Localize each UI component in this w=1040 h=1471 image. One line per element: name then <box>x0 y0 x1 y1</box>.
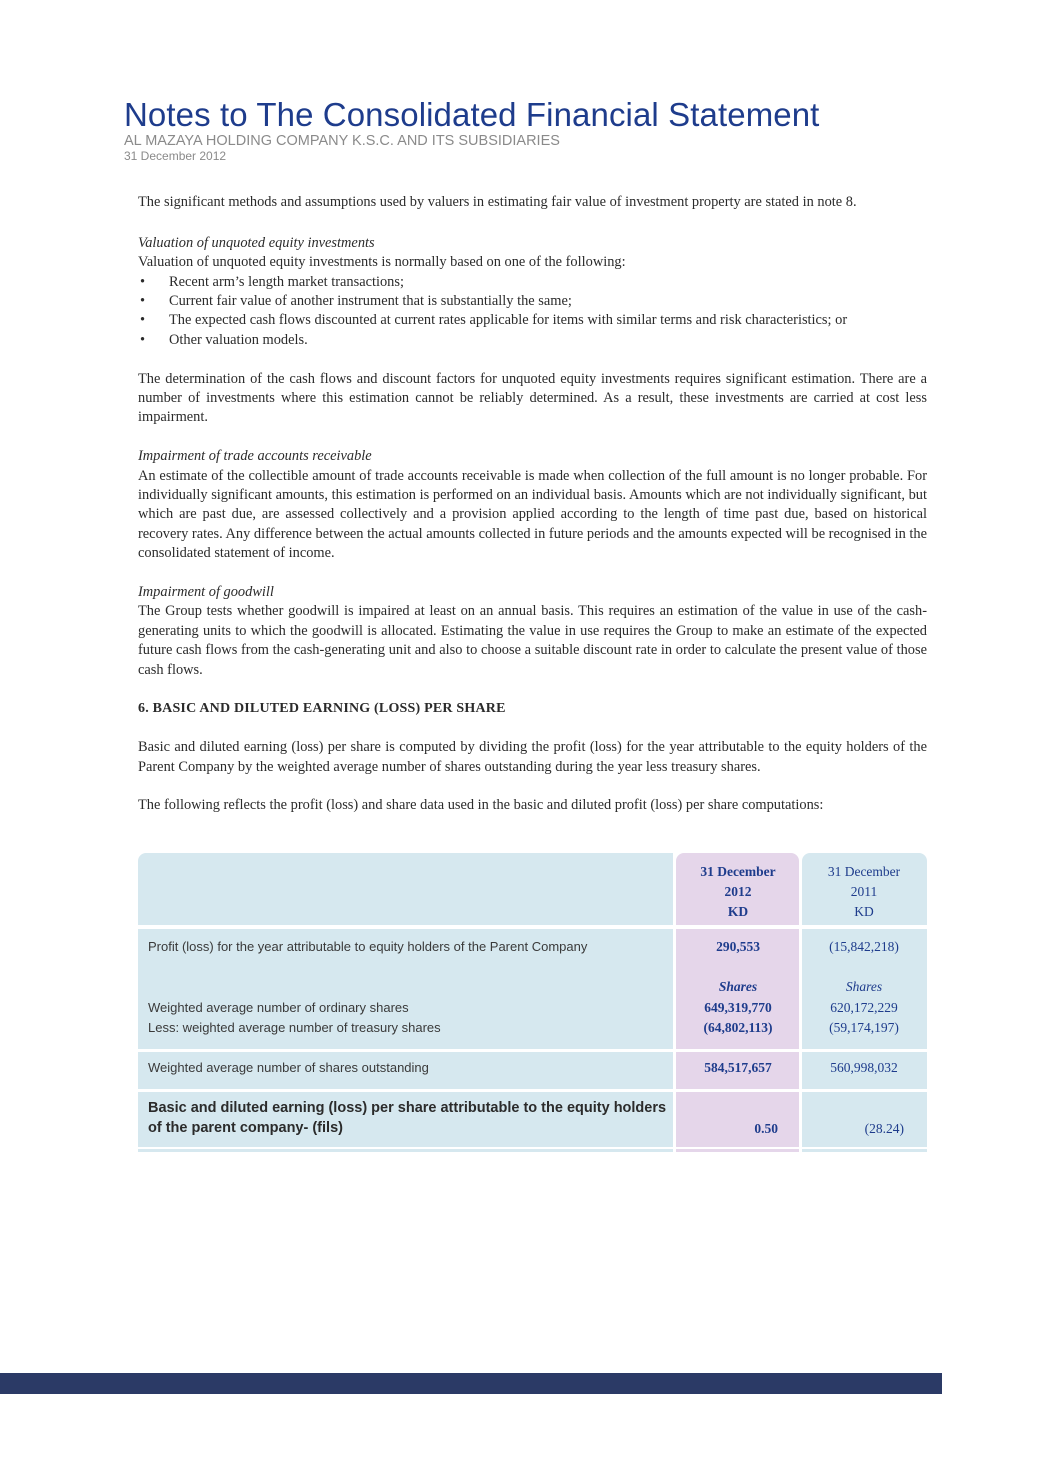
treasury-shares-label: Less: weighted average number of treasury shares <box>148 1020 441 1035</box>
eps-label: Basic and diluted earning (loss) per share attributable to the equity holders of the parent company- (fils) <box>148 1100 667 1136</box>
outstanding-shares-2012: 584,517,657 <box>704 1060 772 1075</box>
valuation-paragraph: The determination of the cash flows and discount factors for unquoted equity investments requires significant estimation. There are a number of investments where this estimation cannot be reliably determined. As a result, these investments are carried at cost less impairment. <box>138 370 927 426</box>
section-6-table-intro: The following reflects the profit (loss) and share data used in the basic and diluted profit (loss) per share computations: <box>138 797 824 814</box>
eps-2011: (28.24) <box>864 1121 904 1136</box>
section-6-paragraph: Basic and diluted earning (loss) per share is computed by dividing the profit (loss) for the year attributable to the equity holders of the Parent Company by the weighted average number of shares outstanding during the year less treasury shares. <box>138 739 927 775</box>
column-header-2012: 31 December 2012 KD <box>700 864 776 919</box>
eps-2012: 0.50 <box>754 1121 778 1136</box>
shares-unit-2012: Shares <box>718 979 758 994</box>
weighted-shares-2012: 649,319,770 <box>704 1000 772 1015</box>
receivable-heading: Impairment of trade accounts receivable <box>138 448 372 465</box>
outstanding-shares-label: Weighted average number of shares outstanding <box>148 1060 429 1075</box>
footer-bar <box>0 1373 942 1394</box>
list-item: • Current fair value of another instrument that is substantially the same; <box>138 292 927 311</box>
profit-label: Profit (loss) for the year attributable to equity holders of the Parent Company <box>148 939 588 954</box>
notes-body <box>138 193 927 816</box>
receivable-paragraph: An estimate of the collectible amount of trade accounts receivable is made when collection of the full amount is no longer probable. For individually significant amounts, this estimation is performed on an individual basis. Amounts which are not individually significant, but which are past due, are assessed collectively and a provision applied according to the length of time past due, based on historical recovery rates. Any difference between the actual amounts collected in future periods and the amounts expected will be recognised in the consolidated statement of income. <box>138 467 927 562</box>
weighted-shares-2011: 620,172,229 <box>830 1000 898 1015</box>
page-header <box>124 96 819 164</box>
outstanding-shares-2011: 560,998,032 <box>830 1060 898 1075</box>
goodwill-heading: Impairment of goodwill <box>138 584 274 601</box>
valuation-bullet-list <box>138 273 927 351</box>
valuation-heading: Valuation of unquoted equity investments <box>138 234 375 251</box>
shares-unit-2011: Shares <box>845 979 883 994</box>
list-item: • The expected cash flows discounted at current rates applicable for items with similar terms and risk characteristics; or <box>138 311 927 330</box>
goodwill-paragraph: The Group tests whether goodwill is impaired at least on an annual basis. This requires an estimation of the value in use of the cash-generating units to which the goodwill is allocated. Estimating the value in use requires the Group to make an estimate of the expected future cash flows from the cash-generating unit and also to choose a suitable discount rate in order to calculate the present value of those cash flows. <box>138 603 927 678</box>
intro-paragraph: The significant methods and assumptions used by valuers in estimating fair value of investment property are stated in note 8. <box>138 194 857 210</box>
company-name: AL MAZAYA HOLDING COMPANY K.S.C. AND ITS SUBSIDIARIES <box>124 133 560 149</box>
profit-2011: (15,842,218) <box>829 939 899 954</box>
weighted-shares-label: Weighted average number of ordinary shares <box>148 1000 409 1015</box>
list-item: • Recent arm’s length market transactions; <box>138 273 927 292</box>
list-item: • Other valuation models. <box>138 331 927 350</box>
column-header-2011: 31 December 2011 KD <box>827 864 901 919</box>
profit-2012: 290,553 <box>716 939 760 954</box>
valuation-lead: Valuation of unquoted equity investments is normally based on one of the following: <box>138 254 626 271</box>
treasury-shares-2011: (59,174,197) <box>829 1020 899 1035</box>
page-title: Notes to The Consolidated Financial Statement <box>124 96 820 133</box>
earnings-per-share-table <box>138 853 927 1152</box>
treasury-shares-2012: (64,802,113) <box>703 1020 773 1035</box>
section-6-heading: 6. BASIC AND DILUTED EARNING (LOSS) PER SHARE <box>138 701 506 717</box>
report-date: 31 December 2012 <box>124 149 227 163</box>
